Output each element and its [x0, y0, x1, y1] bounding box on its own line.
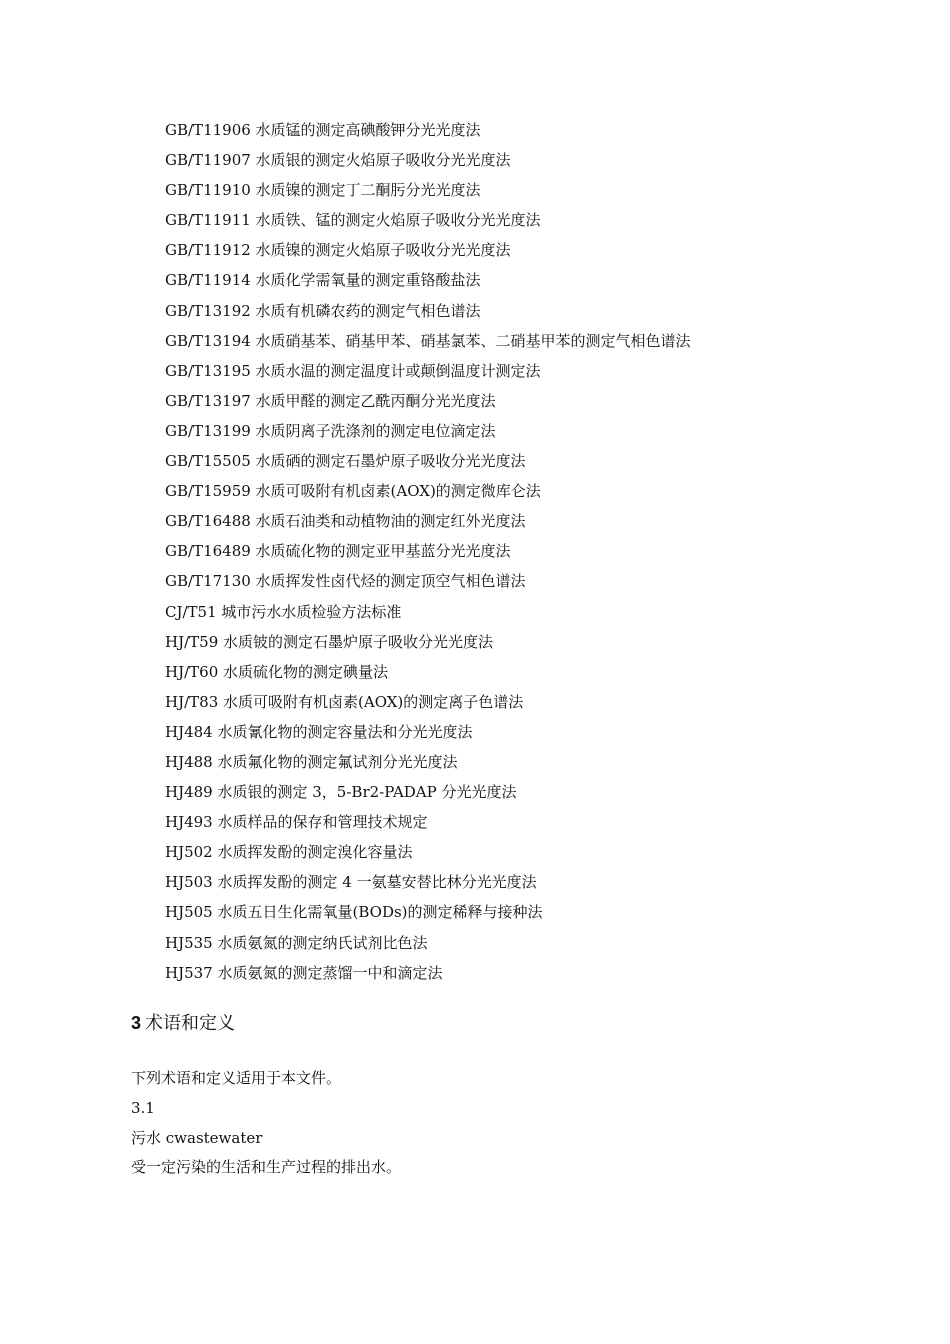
reference-item: GB/T11914 水质化学需氧量的测定重铬酸盐法: [165, 271, 481, 290]
reference-item: GB/T13199 水质阴离子洗涤剂的测定电位滴定法: [165, 421, 496, 440]
reference-item: HJ/T60 水质硫化物的测定碘量法: [165, 662, 389, 681]
reference-item: GB/T15959 水质可吸附有机卤素(AOX)的测定微库仑法: [165, 482, 541, 501]
section-intro-text: 下列术语和定义适用于本文件。: [131, 1069, 342, 1087]
reference-item: GB/T16488 水质石油类和动植物油的测定红外光度法: [165, 512, 526, 531]
reference-item: HJ/T83 水质可吸附有机卤素(AOX)的测定离子色谱法: [165, 692, 524, 711]
term-number: 3.1: [131, 1099, 155, 1117]
reference-item: GB/T13194 水质硝基苯、硝基甲苯、硝基氯苯、二硝基甲苯的测定气相色谱法: [165, 331, 691, 350]
reference-item: HJ489 水质银的测定 3，5-Br2-PADAP 分光光度法: [165, 783, 517, 802]
reference-item: HJ493 水质样品的保存和管理技术规定: [165, 813, 428, 832]
reference-item: GB/T15505 水质硒的测定石墨炉原子吸收分光光度法: [165, 452, 526, 471]
reference-item: HJ484 水质氰化物的测定容量法和分光光度法: [165, 722, 473, 741]
reference-item: HJ/T59 水质铍的测定石墨炉原子吸收分光光度法: [165, 632, 494, 651]
section-number: 3: [131, 1013, 142, 1033]
section-heading: [131, 1010, 235, 1037]
reference-item: HJ535 水质氨氮的测定纳氏试剂比色法: [165, 933, 428, 952]
reference-item: GB/T17130 水质挥发性卤代烃的测定顶空气相色谱法: [165, 572, 526, 591]
reference-item: GB/T13195 水质水温的测定温度计或颠倒温度计测定法: [165, 361, 541, 380]
term-name: 污水 cwastewater: [131, 1129, 263, 1147]
reference-item: HJ488 水质氟化物的测定氟试剂分光光度法: [165, 752, 458, 771]
reference-item: GB/T13197 水质甲醛的测定乙酰丙酮分光光度法: [165, 391, 496, 410]
normative-reference-list: [165, 115, 691, 988]
reference-item: GB/T11907 水质银的测定火焰原子吸收分光光度法: [165, 151, 511, 170]
reference-item: GB/T11912 水质镍的测定火焰原子吸收分光光度法: [165, 241, 511, 260]
reference-item: GB/T16489 水质硫化物的测定亚甲基蓝分光光度法: [165, 542, 511, 561]
reference-item: HJ537 水质氨氮的测定蒸馏一中和滴定法: [165, 963, 443, 982]
reference-item: GB/T13192 水质有机磷农药的测定气相色谱法: [165, 301, 481, 320]
section-title: 术语和定义: [145, 1013, 236, 1034]
reference-item: GB/T11911 水质铁、锰的测定火焰原子吸收分光光度法: [165, 211, 541, 230]
reference-item: HJ505 水质五日生化需氧量(BODs)的测定稀释与接种法: [165, 903, 543, 922]
reference-item: HJ502 水质挥发酚的测定溴化容量法: [165, 843, 413, 862]
term-definition: 受一定污染的生活和生产过程的排出水。: [131, 1158, 402, 1176]
reference-item: GB/T11906 水质锰的测定高碘酸钾分光光度法: [165, 121, 481, 139]
reference-item: HJ503 水质挥发酚的测定 4 一氨墓安替比林分光光度法: [165, 873, 537, 892]
reference-item: CJ/T51 城市污水水质检验方法标准: [165, 602, 402, 621]
reference-item: GB/T11910 水质镍的测定丁二酮肟分光光度法: [165, 181, 481, 200]
